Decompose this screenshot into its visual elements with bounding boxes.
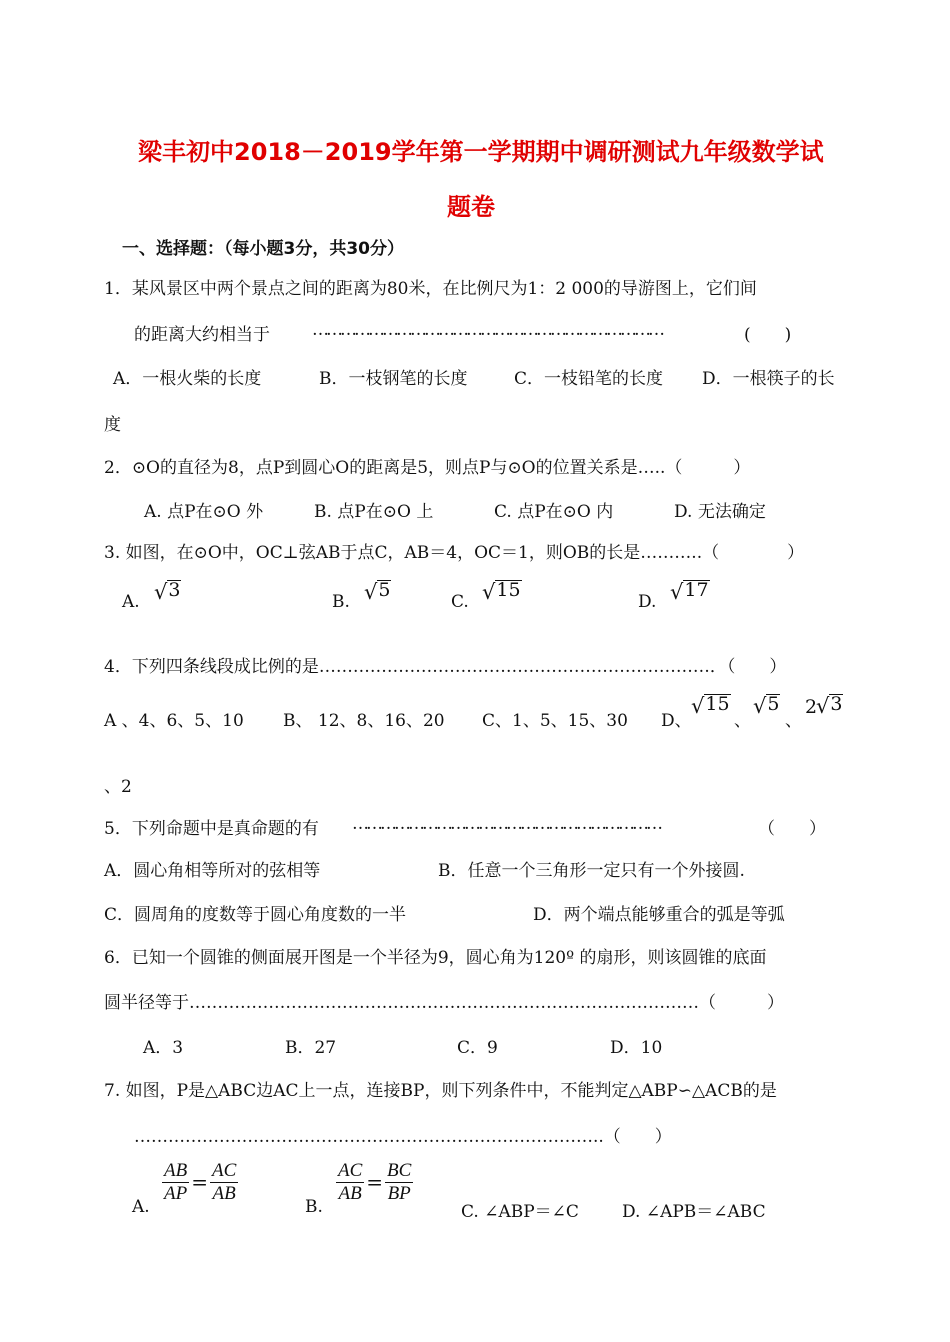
q5-dots: ………………………………………………………… (352, 814, 660, 834)
q1-option-b: B．一枝钢笔的长度 (319, 369, 468, 389)
q3-stem: 3. 如图，在⊙O中，OC⊥弦AB于点C，AB＝4，OC＝1，则OB的长是………..（ ） (104, 543, 805, 563)
q7-option-b-equals: = (366, 1170, 384, 1195)
page-title-line1: 梁丰初中2018－2019学年第一学期期中调研测试九年级数学试 (138, 138, 824, 166)
q4-option-d-radical-1: √ 15 (691, 693, 730, 718)
q3-option-d-value: 17 (684, 579, 709, 602)
q1-stem-line2: 的距离大约相当于 (134, 325, 270, 345)
q7-option-b-label: B. (305, 1197, 323, 1217)
q4-option-d-value-1: 15 (705, 693, 730, 716)
q7-stem-line1: 7. 如图，P是△ABC边AC上一点，连接BP，则下列条件中，不能判定△ABP∽△ACB的是 (104, 1081, 777, 1101)
q1-option-c: C．一枝铅笔的长度 (514, 369, 664, 389)
q7-option-a-denominator-1: AP (164, 1182, 188, 1204)
q5-option-b: B．任意一个三角形一定只有一个外接圆. (438, 861, 745, 881)
q4-separator-2: 、 (785, 711, 802, 731)
q1-option-d-wrap: 度 (104, 415, 121, 435)
q3-option-b-label: B. (332, 592, 350, 612)
q7-option-c: C. ∠ABP＝∠C (461, 1202, 579, 1222)
q4-stem: 4．下列四条线段成比例的是……………………………………………………………．（ ） (104, 657, 787, 677)
q3-option-b-value: 5 (378, 579, 391, 602)
page-title-line2: 题卷 (447, 193, 495, 221)
q2-option-c: C. 点P在⊙O 内 (494, 502, 614, 522)
q7-option-b-denominator-1: AB (338, 1182, 362, 1204)
q7-option-a-equation (162, 1160, 238, 1205)
q7-option-b-denominator-2: BP (387, 1182, 411, 1204)
q7-stem-line2: ………………………………………………………………………..（ ） (134, 1127, 672, 1147)
q2-option-a: A. 点P在⊙O 外 (144, 502, 264, 522)
q7-option-a-fraction-left (162, 1160, 189, 1205)
q4-option-d-radical-3: √ 3 (816, 693, 843, 718)
q7-option-a-numerator-2: AC (211, 1160, 237, 1181)
q3-option-c-label: C. (451, 592, 469, 612)
section-heading: 一、选择题：（每小题3分，共30分） (122, 239, 404, 259)
q3-option-a-label: A. (122, 592, 140, 612)
q7-option-a-fraction-right (210, 1160, 238, 1205)
q6-option-c: C．9 (457, 1038, 498, 1058)
q2-option-b: B. 点P在⊙O 上 (314, 502, 434, 522)
q2-stem: 2．⊙O的直径为8，点P到圆心O的距离是5，则点P与⊙O的位置关系是…..（ ） (104, 458, 751, 478)
q4-option-d-radical-2: √ 5 (753, 693, 780, 718)
q3-option-a-radical: √ 3 (154, 579, 181, 604)
q1-option-a: A．一根火柴的长度 (113, 369, 262, 389)
q5-option-a: A．圆心角相等所对的弦相等 (104, 861, 321, 881)
q5-answer-paren: （ ） (758, 819, 826, 839)
q7-option-a-numerator-1: AB (164, 1160, 188, 1181)
q3-option-c-value: 15 (496, 579, 521, 602)
q7-option-b-numerator-2: BC (387, 1160, 412, 1181)
q3-option-c-radical: √ 15 (482, 579, 521, 604)
q5-option-d: D．两个端点能够重合的弧是等弧 (533, 905, 785, 925)
q4-separator-1: 、 (734, 711, 751, 731)
q7-option-b-numerator-1: AC (338, 1160, 363, 1181)
q1-answer-paren: ( ) (744, 325, 792, 345)
q6-option-d: D．10 (610, 1038, 663, 1058)
q7-option-b-fraction-left (336, 1160, 364, 1205)
q4-option-a: A 、4、6、5、10 (104, 711, 244, 731)
q4-option-c: C、1、5、15、30 (482, 711, 628, 731)
q5-stem: 5．下列命题中是真命题的有 (104, 819, 319, 839)
q7-option-b-fraction-right (385, 1160, 413, 1205)
q4-option-d-label: D、 (661, 711, 692, 731)
q7-option-a-equals: = (191, 1170, 208, 1195)
q4-option-d-wrap: 、2 (104, 777, 132, 797)
q4-option-d-value-3: 3 (830, 693, 843, 716)
q6-stem-line2: 圆半径等于………………………………………………………………………………（ ） (104, 993, 784, 1013)
q3-option-b-radical: √ 5 (364, 579, 391, 604)
q1-option-d: D．一根筷子的长 (702, 369, 835, 389)
q3-option-d-radical: √ 17 (670, 579, 709, 604)
q6-stem-line1: 6．已知一个圆锥的侧面展开图是一个半径为9，圆心角为120º 的扇形，则该圆锥的底面 (104, 948, 767, 968)
q6-option-b: B．27 (285, 1038, 337, 1058)
q1-stem-line1: 1．某风景区中两个景点之间的距离为80米，在比例尺为1：2 000的导游图上，它们间 (104, 279, 757, 299)
q7-option-d: D. ∠APB＝∠ABC (622, 1202, 766, 1222)
q7-option-a-label: A. (132, 1197, 150, 1217)
q3-option-d-label: D. (638, 592, 657, 612)
q1-dots: ………………………………………………………………… (312, 320, 662, 340)
q5-option-c: C．圆周角的度数等于圆心角度数的一半 (104, 905, 407, 925)
q7-option-a-denominator-2: AB (212, 1182, 236, 1204)
q2-option-d: D. 无法确定 (674, 502, 766, 522)
q4-option-d-value-2: 5 (767, 693, 780, 716)
q4-option-b: B、 12、8、16、20 (283, 711, 445, 731)
q4-option-d-coefficient: 2 (805, 696, 818, 718)
q6-option-a: A．3 (143, 1038, 184, 1058)
q7-option-b-equation (336, 1160, 413, 1205)
q3-option-a-value: 3 (168, 579, 181, 602)
